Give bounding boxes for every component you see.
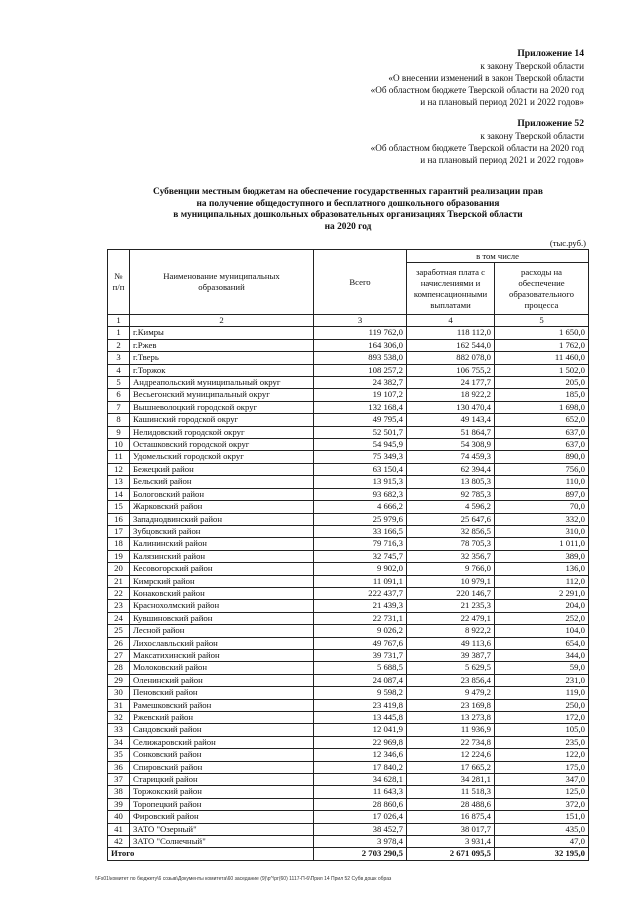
expenses-value: 205,0 [495,377,589,389]
total-value: 49 767,6 [314,637,407,649]
table-row [108,439,589,451]
table-row [108,600,589,612]
municipality-name: Торжокский район [130,786,314,798]
salary-value: 16 875,4 [407,811,495,823]
salary-value: 11 518,3 [407,786,495,798]
total-value: 38 452,7 [314,823,407,835]
expenses-value: 756,0 [495,463,589,475]
total-value: 12 346,6 [314,749,407,761]
total-value: 32 745,7 [314,550,407,562]
row-num: 13 [108,476,130,488]
total-value: 79 716,3 [314,538,407,550]
document-title [110,187,586,233]
table-row [108,476,589,488]
expenses-value: 172,0 [495,712,589,724]
expenses-value: 70,0 [495,501,589,513]
unit-label: (тыс.руб.) [549,238,586,248]
row-num: 17 [108,525,130,537]
table-row [108,625,589,637]
salary-value: 106 755,2 [407,364,495,376]
salary-value: 49 113,6 [407,637,495,649]
total-value: 17 026,4 [314,811,407,823]
table-row [108,563,589,575]
expenses-value: 389,0 [495,550,589,562]
total-value: 9 598,2 [314,687,407,699]
salary-value: 13 805,3 [407,476,495,488]
row-num: 31 [108,699,130,711]
row-num: 29 [108,674,130,686]
row-num: 19 [108,550,130,562]
row-num: 4 [108,364,130,376]
table-row [108,724,589,736]
municipality-name: Фировский район [130,811,314,823]
table-row [108,327,589,339]
expenses-value: 347,0 [495,774,589,786]
table-row [108,488,589,500]
expenses-value: 136,0 [495,563,589,575]
salary-value: 92 785,3 [407,488,495,500]
salary-value: 18 922,2 [407,389,495,401]
municipality-name: Бежецкий район [130,463,314,475]
row-num: 5 [108,377,130,389]
expenses-value: 122,0 [495,749,589,761]
total-value: 5 688,5 [314,662,407,674]
total-value: 52 501,7 [314,426,407,438]
expenses-value: 2 291,0 [495,587,589,599]
salary-value: 25 647,6 [407,513,495,525]
salary-value: 13 273,8 [407,712,495,724]
expenses-value: 344,0 [495,649,589,661]
row-num: 42 [108,836,130,848]
row-num: 30 [108,687,130,699]
salary-value: 8 922,2 [407,625,495,637]
expenses-value: 372,0 [495,798,589,810]
table-row [108,649,589,661]
salary-value: 162 544,0 [407,339,495,351]
salary-value: 10 979,1 [407,575,495,587]
total-value: 22 731,1 [314,612,407,624]
row-num: 11 [108,451,130,463]
col-number: 5 [495,315,589,327]
municipality-name: г.Тверь [130,352,314,364]
salary-value: 118 112,0 [407,327,495,339]
salary-value: 49 143,4 [407,414,495,426]
expenses-value: 897,0 [495,488,589,500]
expenses-value: 112,0 [495,575,589,587]
table-row [108,637,589,649]
table-row [108,786,589,798]
total-value: 34 628,1 [314,774,407,786]
total-value: 63 150,4 [314,463,407,475]
row-num: 1 [108,327,130,339]
row-num: 33 [108,724,130,736]
salary-value: 54 308,9 [407,439,495,451]
header-including: в том числе [407,250,589,263]
salary-value: 9 766,0 [407,563,495,575]
row-num: 10 [108,439,130,451]
appendix-52-line: «Об областном бюджете Тверской области на 2020 год [370,143,584,153]
total-value: 24 087,4 [314,674,407,686]
header-salary: заработная плата с начислениями и компенсационными выплатами [407,263,495,315]
appendix-52-title: Приложение 52 [517,118,584,129]
municipality-name: Кувшиновский район [130,612,314,624]
table-row [108,811,589,823]
row-num: 27 [108,649,130,661]
total-value: 108 257,2 [314,364,407,376]
title-line: на получение общедоступного и бесплатного дошкольного образования [196,198,500,209]
municipality-name: Удомельский городской округ [130,451,314,463]
table-row [108,687,589,699]
municipality-name: Селижаровский район [130,736,314,748]
header-num: № п/п [108,250,130,315]
row-num: 36 [108,761,130,773]
expenses-value: 185,0 [495,389,589,401]
salary-value: 51 864,7 [407,426,495,438]
expenses-value: 1 650,0 [495,327,589,339]
header-name: Наименование муниципальных образований [130,250,314,315]
total-expenses: 32 195,0 [495,848,589,860]
row-num: 23 [108,600,130,612]
row-num: 14 [108,488,130,500]
salary-value: 220 146,7 [407,587,495,599]
expenses-value: 310,0 [495,525,589,537]
salary-value: 32 356,7 [407,550,495,562]
municipality-name: Андреапольский муниципальный округ [130,377,314,389]
salary-value: 9 479,2 [407,687,495,699]
expenses-value: 435,0 [495,823,589,835]
salary-value: 22 734,8 [407,736,495,748]
table-row [108,587,589,599]
table-row [108,513,589,525]
total-value: 39 731,7 [314,649,407,661]
salary-value: 17 665,2 [407,761,495,773]
total-value: 164 306,0 [314,339,407,351]
total-value: 93 682,3 [314,488,407,500]
salary-value: 12 224,6 [407,749,495,761]
table-row [108,451,589,463]
table-row [108,339,589,351]
expenses-value: 252,0 [495,612,589,624]
row-num: 7 [108,401,130,413]
row-num: 41 [108,823,130,835]
expenses-value: 204,0 [495,600,589,612]
salary-value: 23 856,4 [407,674,495,686]
municipality-name: Рамешковский район [130,699,314,711]
total-value: 23 419,8 [314,699,407,711]
total-value: 11 091,1 [314,575,407,587]
table-row [108,377,589,389]
title-line: в муниципальных дошкольных образовательных организациях Тверской области [173,210,523,221]
total-value: 893 538,0 [314,352,407,364]
total-value: 19 107,2 [314,389,407,401]
expenses-value: 235,0 [495,736,589,748]
table-row [108,662,589,674]
appendix-52-line: и на плановый период 2021 и 2022 годов» [420,155,584,165]
row-num: 16 [108,513,130,525]
municipality-name: Оленинский район [130,674,314,686]
expenses-value: 637,0 [495,439,589,451]
expenses-value: 105,0 [495,724,589,736]
row-num: 8 [108,414,130,426]
salary-value: 24 177,7 [407,377,495,389]
expenses-value: 47,0 [495,836,589,848]
total-value: 28 860,6 [314,798,407,810]
municipality-name: Весьегонский муниципальный округ [130,389,314,401]
total-value: 75 349,3 [314,451,407,463]
table-row [108,749,589,761]
municipality-name: Зубцовский район [130,525,314,537]
expenses-value: 1 762,0 [495,339,589,351]
expenses-value: 890,0 [495,451,589,463]
appendix-14-line: «О внесении изменений в закон Тверской области [388,73,584,83]
municipality-name: Калязинский район [130,550,314,562]
col-number: 3 [314,315,407,327]
municipality-name: Нелидовский городской округ [130,426,314,438]
expenses-value: 654,0 [495,637,589,649]
table-row [108,501,589,513]
expenses-value: 125,0 [495,786,589,798]
expenses-value: 332,0 [495,513,589,525]
table-row [108,699,589,711]
municipality-name: Максатихинский район [130,649,314,661]
row-num: 34 [108,736,130,748]
expenses-value: 1 698,0 [495,401,589,413]
salary-value: 5 629,5 [407,662,495,674]
row-num: 26 [108,637,130,649]
salary-value: 32 856,5 [407,525,495,537]
total-value: 33 166,5 [314,525,407,537]
municipality-name: Калининский район [130,538,314,550]
table-row [108,525,589,537]
title-line: на 2020 год [324,221,372,232]
municipality-name: Кашинский городской округ [130,414,314,426]
municipality-name: Ржевский район [130,712,314,724]
salary-value: 34 281,1 [407,774,495,786]
salary-value: 78 705,3 [407,538,495,550]
municipality-name: Пеновский район [130,687,314,699]
row-num: 40 [108,811,130,823]
total-value: 17 840,2 [314,761,407,773]
salary-value: 130 470,4 [407,401,495,413]
table-row [108,414,589,426]
salary-value: 74 459,3 [407,451,495,463]
expenses-value: 151,0 [495,811,589,823]
expenses-value: 104,0 [495,625,589,637]
table-row [108,401,589,413]
col-number: 2 [130,315,314,327]
total-value: 25 979,6 [314,513,407,525]
municipality-name: г.Ржев [130,339,314,351]
municipality-name: г.Кимры [130,327,314,339]
municipality-name: Западнодвинский район [130,513,314,525]
municipality-name: Торопецкий район [130,798,314,810]
row-num: 9 [108,426,130,438]
municipality-name: Спировский район [130,761,314,773]
table-row [108,612,589,624]
salary-value: 11 936,9 [407,724,495,736]
appendix-14-line: и на плановый период 2021 и 2022 годов» [420,97,584,107]
total-value: 11 643,3 [314,786,407,798]
row-num: 22 [108,587,130,599]
row-num: 25 [108,625,130,637]
expenses-value: 231,0 [495,674,589,686]
row-num: 12 [108,463,130,475]
total-value: 21 439,3 [314,600,407,612]
salary-value: 62 394,4 [407,463,495,475]
row-num: 20 [108,563,130,575]
municipality-name: Бельский район [130,476,314,488]
municipality-name: Вышневолоцкий городской округ [130,401,314,413]
municipality-name: Конаковский район [130,587,314,599]
total-value: 49 795,4 [314,414,407,426]
table-row [108,736,589,748]
total-value: 9 902,0 [314,563,407,575]
total-label: Итого [108,848,314,860]
salary-value: 38 017,7 [407,823,495,835]
total-row [108,848,589,860]
total-value: 12 041,9 [314,724,407,736]
table-row [108,538,589,550]
total-value: 4 666,2 [314,501,407,513]
file-path-footer: \\Fs01\комитет по бюджету\6 созыв\Документы комитета\60 заседание (9)\р^\рг(60) 1117-П-6\Прил 14 Прил 52 Субв дошк образ [95,876,392,882]
municipality-name: Старицкий район [130,774,314,786]
salary-value: 28 488,6 [407,798,495,810]
col-number: 4 [407,315,495,327]
municipality-name: г.Торжок [130,364,314,376]
municipality-name: Сонковский район [130,749,314,761]
expenses-value: 175,0 [495,761,589,773]
expenses-value: 11 460,0 [495,352,589,364]
salary-value: 22 479,1 [407,612,495,624]
expenses-value: 637,0 [495,426,589,438]
salary-value: 23 169,8 [407,699,495,711]
municipality-name: ЗАТО "Солнечный" [130,836,314,848]
appendix-52-header [371,118,584,166]
row-num: 39 [108,798,130,810]
total-salary: 2 671 095,5 [407,848,495,860]
table-row [108,364,589,376]
table-row [108,352,589,364]
total-value: 13 445,8 [314,712,407,724]
expenses-value: 110,0 [495,476,589,488]
column-numbers-row [108,315,589,327]
municipality-name: Сандовский район [130,724,314,736]
row-num: 32 [108,712,130,724]
row-num: 3 [108,352,130,364]
total-value: 54 945,9 [314,439,407,451]
table-row [108,712,589,724]
header-total: Всего [314,250,407,315]
expenses-value: 652,0 [495,414,589,426]
expenses-value: 119,0 [495,687,589,699]
row-num: 37 [108,774,130,786]
row-num: 15 [108,501,130,513]
expenses-value: 1 011,0 [495,538,589,550]
row-num: 6 [108,389,130,401]
appendix-14-line: к закону Тверской области [480,61,584,71]
salary-value: 882 078,0 [407,352,495,364]
row-num: 24 [108,612,130,624]
appendix-52-line: к закону Тверской области [480,131,584,141]
table-row [108,426,589,438]
table-row [108,463,589,475]
expenses-value: 250,0 [495,699,589,711]
table-body [108,327,589,848]
table-row [108,575,589,587]
municipality-name: Бологовский район [130,488,314,500]
municipality-name: ЗАТО "Озерный" [130,823,314,835]
total-value: 132 168,4 [314,401,407,413]
salary-value: 4 596,2 [407,501,495,513]
municipality-name: Кимрский район [130,575,314,587]
col-number: 1 [108,315,130,327]
row-num: 38 [108,786,130,798]
row-num: 28 [108,662,130,674]
table-row [108,836,589,848]
table-row [108,550,589,562]
municipality-name: Молоковский район [130,662,314,674]
table-row [108,774,589,786]
table-row [108,389,589,401]
expenses-value: 1 502,0 [495,364,589,376]
total-value: 3 978,4 [314,836,407,848]
total-value: 13 915,3 [314,476,407,488]
table-row [108,823,589,835]
total-value: 22 969,8 [314,736,407,748]
appendix-14-line: «Об областном бюджете Тверской области на 2020 год [370,85,584,95]
municipality-name: Лесной район [130,625,314,637]
salary-value: 3 931,4 [407,836,495,848]
municipality-name: Осташковский городской округ [130,439,314,451]
total-value: 119 762,0 [314,327,407,339]
appendix-14-title: Приложение 14 [517,48,584,59]
salary-value: 21 235,3 [407,600,495,612]
total-sum: 2 703 290,5 [314,848,407,860]
title-line: Субвенции местным бюджетам на обеспечение государственных гарантий реализации прав [153,187,543,197]
total-value: 9 026,2 [314,625,407,637]
header-expenses: расходы на обеспечение образовательного процесса [495,263,589,315]
row-num: 18 [108,538,130,550]
expenses-value: 59,0 [495,662,589,674]
total-value: 24 382,7 [314,377,407,389]
row-num: 35 [108,749,130,761]
subsidy-table [107,249,589,861]
table-row [108,798,589,810]
municipality-name: Кесовогорский район [130,563,314,575]
salary-value: 39 387,7 [407,649,495,661]
municipality-name: Жарковский район [130,501,314,513]
table-row [108,674,589,686]
row-num: 21 [108,575,130,587]
row-num: 2 [108,339,130,351]
municipality-name: Лихославльский район [130,637,314,649]
table-row [108,761,589,773]
total-value: 222 437,7 [314,587,407,599]
municipality-name: Краснохолмский район [130,600,314,612]
appendix-14-header [371,48,584,108]
